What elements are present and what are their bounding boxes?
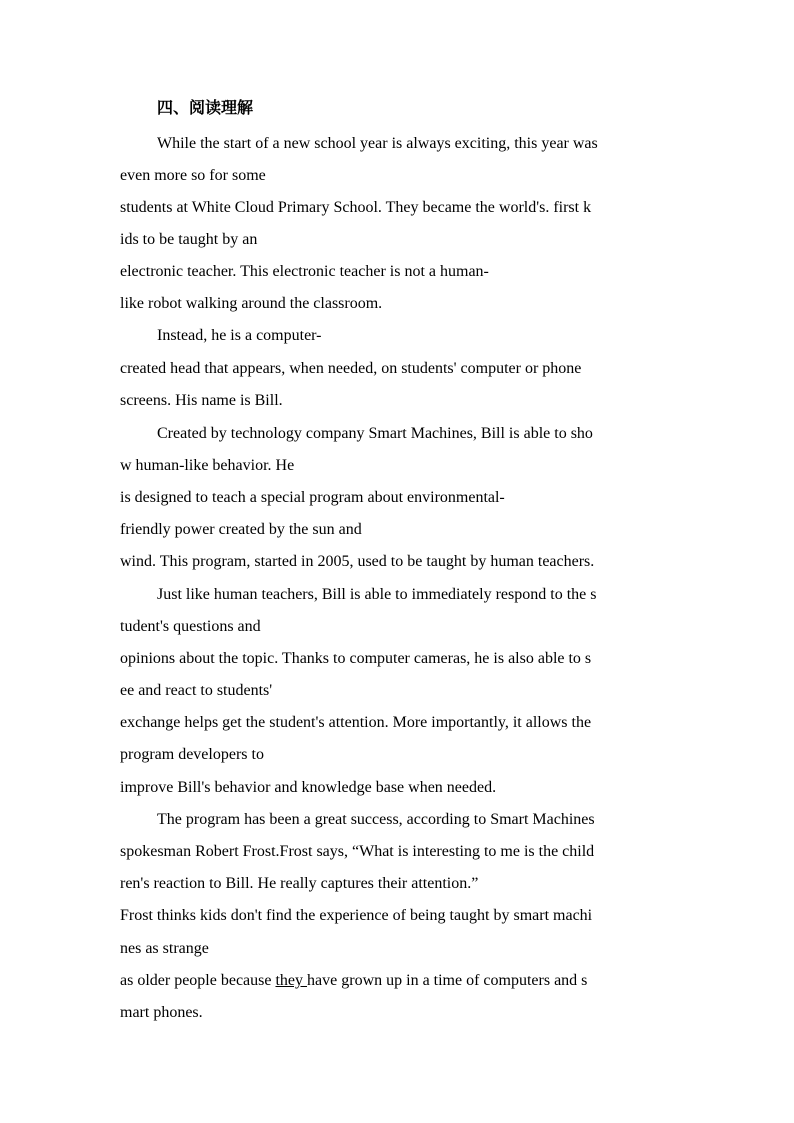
- text-line: exchange helps get the student's attention. More importantly, it allows the: [120, 714, 592, 731]
- underlined-word: they: [275, 972, 308, 989]
- text-line: created head that appears, when needed, on students' computer or phone: [120, 360, 582, 377]
- section-heading: 四、阅读理解: [157, 98, 254, 117]
- text-line: is designed to teach a special program about environmental-: [120, 489, 505, 506]
- text-line: friendly power created by the sun and: [120, 521, 362, 538]
- text-line: program developers to: [120, 746, 264, 763]
- text-line: improve Bill's behavior and knowledge base when needed.: [120, 779, 497, 796]
- text-line: tudent's questions and: [120, 618, 261, 635]
- text-line: ren's reaction to Bill. He really captures their attention.”: [120, 875, 479, 892]
- text-line: screens. His name is Bill.: [120, 392, 283, 409]
- text-line: mart phones.: [120, 1004, 203, 1021]
- text-line: Just like human teachers, Bill is able to immediately respond to the s: [157, 586, 597, 603]
- text-line: Instead, he is a computer-: [157, 327, 322, 344]
- text-line: nes as strange: [120, 940, 209, 957]
- text-line: wind. This program, started in 2005, used to be taught by human teachers.: [120, 553, 595, 570]
- text-segment: as older people because: [120, 972, 276, 989]
- text-line: even more so for some: [120, 167, 266, 184]
- text-line: electronic teacher. This electronic teacher is not a human-: [120, 263, 489, 280]
- text-line: opinions about the topic. Thanks to computer cameras, he is also able to s: [120, 650, 592, 667]
- text-line: Frost thinks kids don't find the experience of being taught by smart machi: [120, 907, 593, 924]
- text-line: Created by technology company Smart Machines, Bill is able to sho: [157, 425, 593, 442]
- text-line: ids to be taught by an: [120, 231, 258, 248]
- text-segment: have grown up in a time of computers and s: [307, 972, 588, 989]
- text-line: While the start of a new school year is always exciting, this year was: [157, 135, 598, 152]
- text-line: students at White Cloud Primary School. They became the world's. first k: [120, 199, 592, 216]
- text-line: spokesman Robert Frost.Frost says, “What is interesting to me is the child: [120, 843, 595, 860]
- text-line-with-underline: [120, 971, 587, 991]
- text-line: like robot walking around the classroom.: [120, 295, 383, 312]
- text-line: ee and react to students': [120, 682, 273, 699]
- text-line: The program has been a great success, according to Smart Machines: [157, 811, 595, 828]
- text-line: w human-like behavior. He: [120, 457, 295, 474]
